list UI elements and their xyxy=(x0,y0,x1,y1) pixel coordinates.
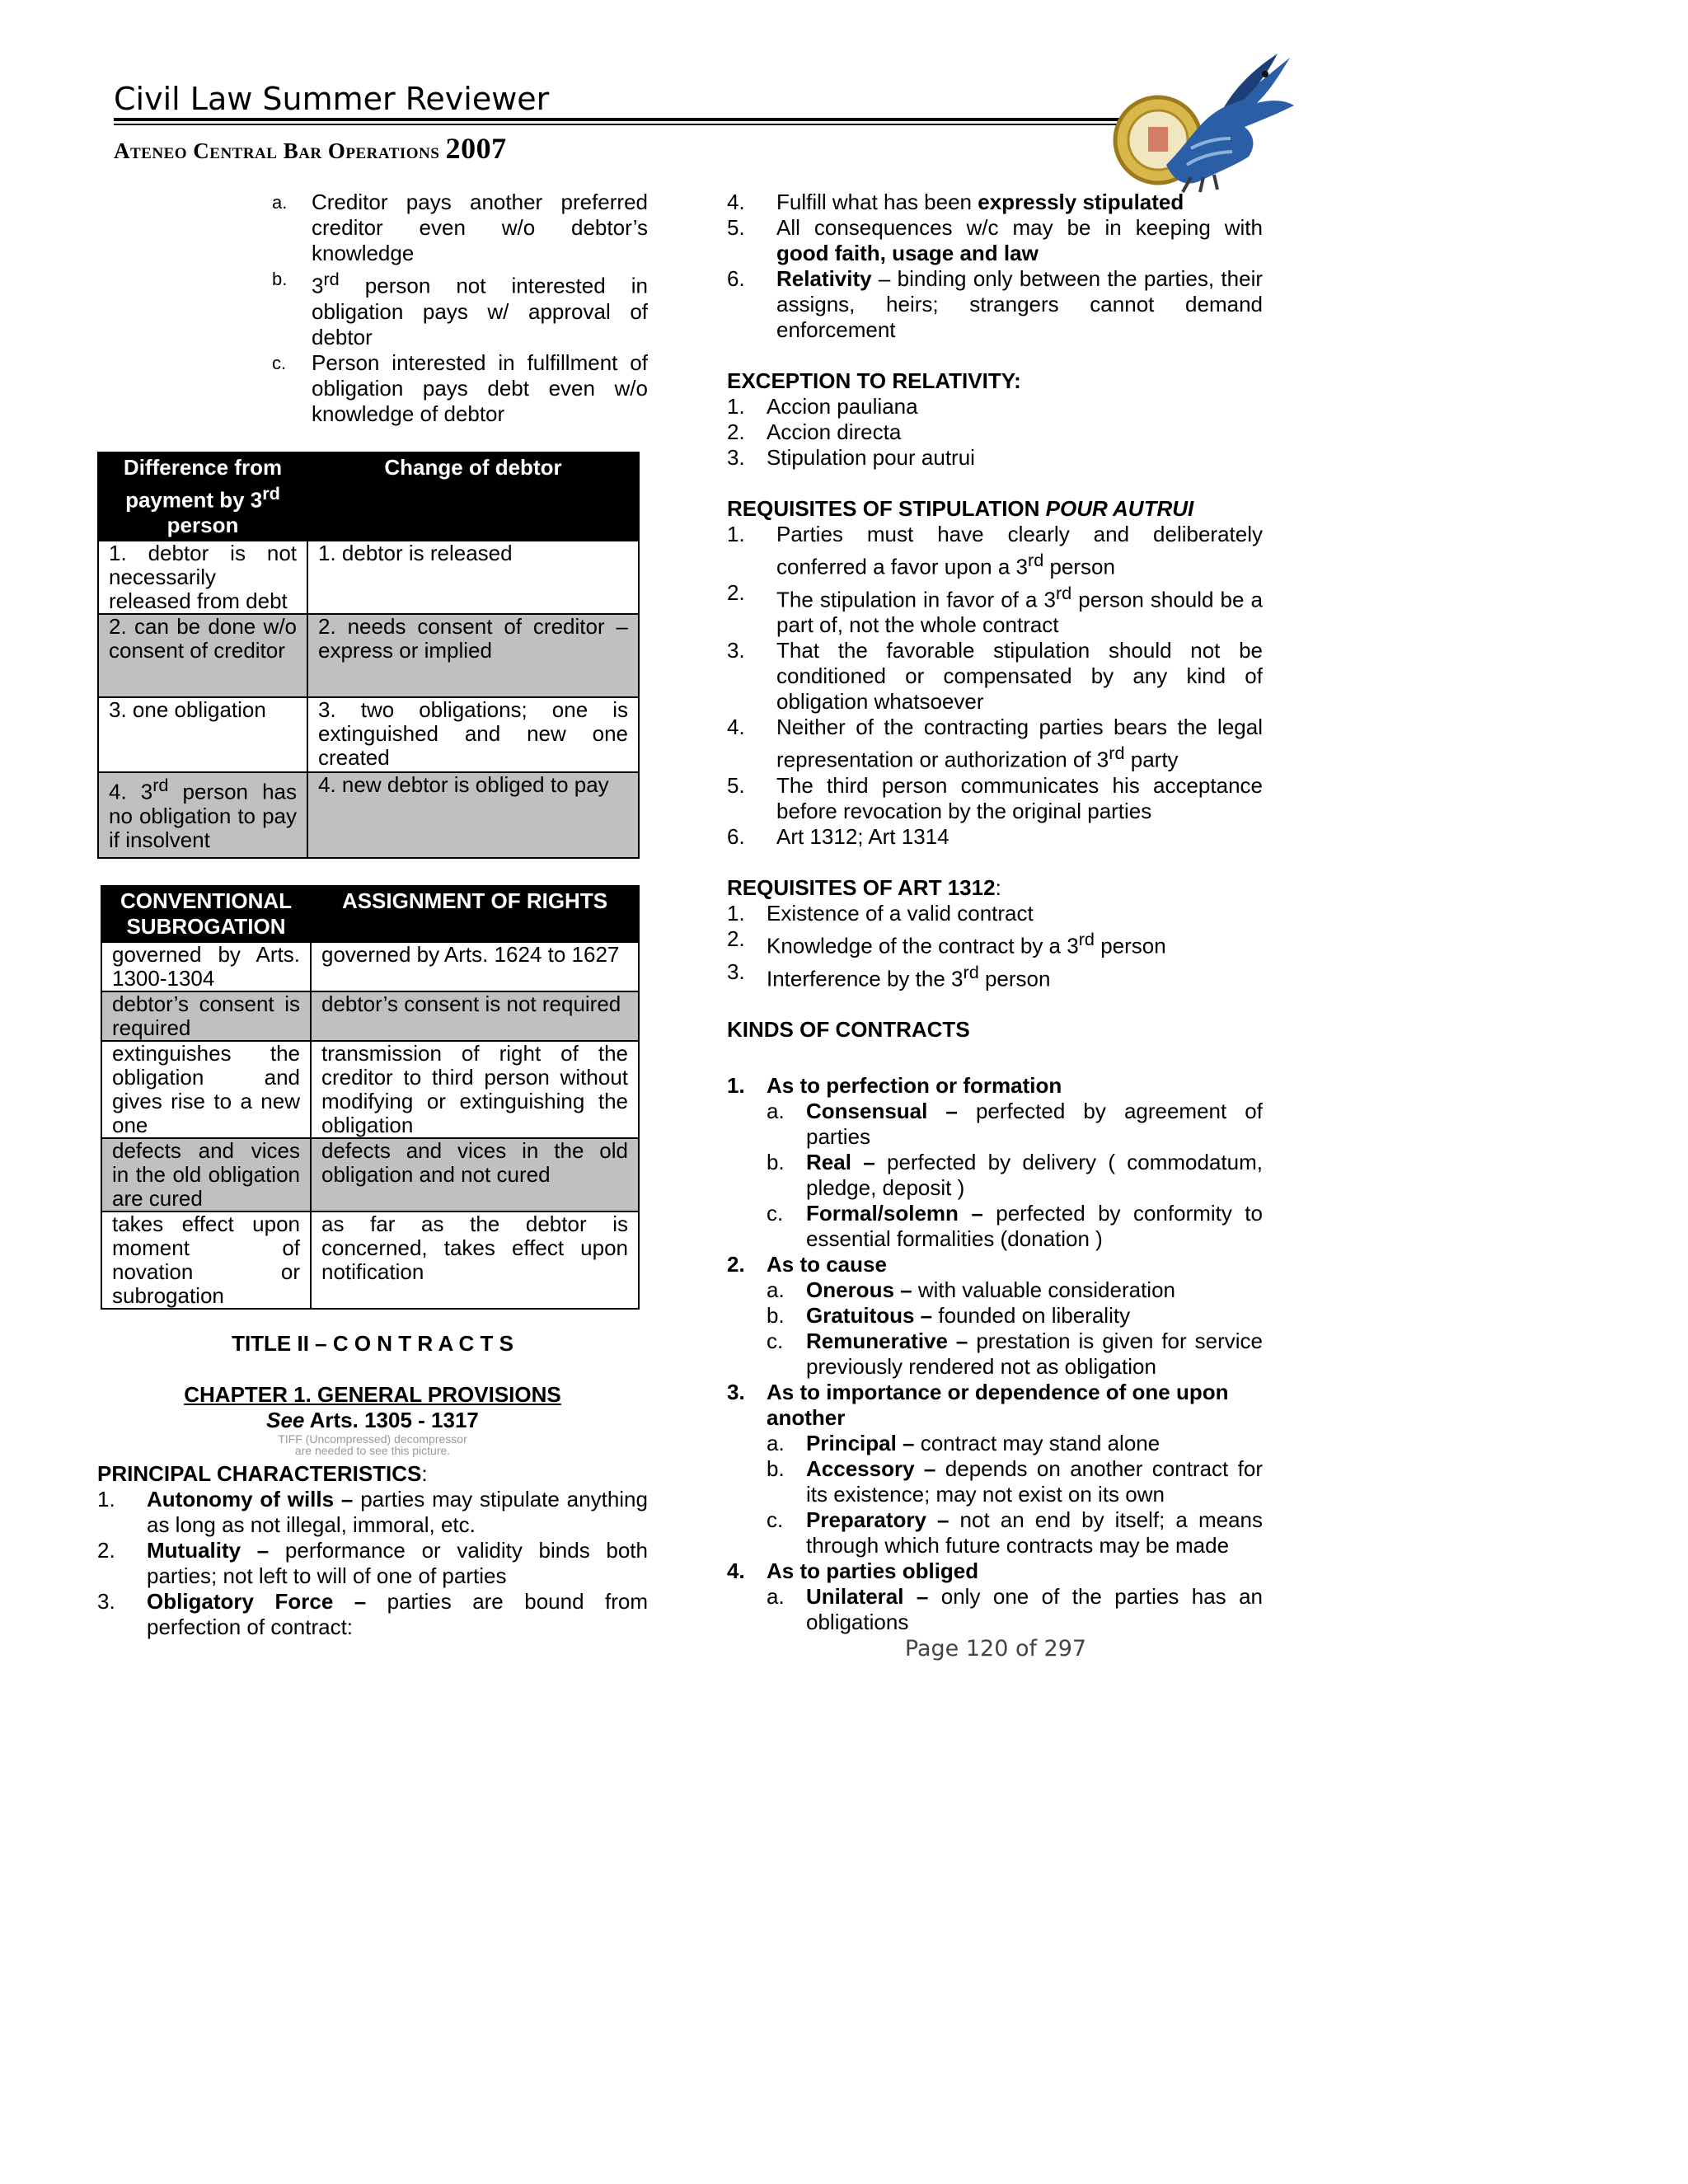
document-title: Civil Law Summer Reviewer xyxy=(114,81,550,117)
table-cell: 1. debtor is released xyxy=(307,541,639,614)
list-item: 4. Neither of the contracting parties bears the legal representation or authorization of 3rd party xyxy=(727,715,1263,772)
missing-image-notice: TIFF (Uncompressed) decompressor are needed to see this picture. xyxy=(278,1432,467,1458)
table-cell: governed by Arts. 1624 to 1627 xyxy=(311,942,639,991)
list-item: b. Real – perfected by delivery ( commodatum, pledge, deposit ) xyxy=(767,1150,1263,1201)
list-item: 1. Accion pauliana xyxy=(727,394,918,419)
list-item: 2. Knowledge of the contract by a 3rd person xyxy=(727,926,1166,958)
list-item: c. Remunerative – prestation is given for service previously rendered not as obligation xyxy=(767,1329,1263,1380)
list-item: b. 3rd person not interested in obligation pays w/ approval of debtor xyxy=(272,269,648,349)
list-item: c. Preparatory – not an end by itself; a means through which future contracts may be made xyxy=(767,1507,1263,1558)
table-cell: governed by Arts. 1300-1304 xyxy=(101,942,311,991)
list-item: a. Consensual – perfected by agreement of parties xyxy=(767,1099,1263,1150)
list-item: c. Person interested in fulfillment of obligation pays debt even w/o knowledge of debtor xyxy=(272,349,648,426)
table-header: CONVENTIONAL SUBROGATION xyxy=(101,886,311,942)
list-item: 4. Fulfill what has been expressly stipulated xyxy=(727,190,1184,214)
document-subtitle xyxy=(114,132,507,167)
left-column xyxy=(97,190,648,1640)
header-rule-thin xyxy=(114,124,1119,125)
table-cell: debtor’s consent is not required xyxy=(311,991,639,1041)
table-cell: 2. can be done w/o consent of creditor xyxy=(98,614,307,697)
list-item: a. Creditor pays another preferred creditor even w/o debtor’s knowledge xyxy=(272,190,648,265)
table-cell: 1. debtor is not necessarily released from debt xyxy=(98,541,307,614)
table-cell: 4. new debtor is obliged to pay xyxy=(307,772,639,858)
art-1312-heading: REQUISITES OF ART 1312: xyxy=(727,874,1001,900)
list-item: b. Gratuitous – founded on liberality xyxy=(767,1303,1131,1329)
pour-autrui-list xyxy=(727,522,1263,850)
list-item: 2. Accion directa xyxy=(727,419,902,444)
table-cell: debtor’s consent is required xyxy=(101,991,311,1041)
list-item: a. Unilateral – only one of the parties has an obligations xyxy=(767,1584,1263,1635)
list-item: 3. Stipulation pour autrui xyxy=(727,445,975,470)
list-item: 5. The third person communicates his acceptance before revocation by the original parties xyxy=(727,772,1263,823)
table-cell: takes effect upon moment of novation or subrogation xyxy=(101,1212,311,1309)
kind-heading: 4. As to parties obliged xyxy=(727,1558,979,1584)
title-heading: TITLE II – C O N T R A C T S xyxy=(232,1331,513,1357)
payment-vs-change-of-debtor-table xyxy=(97,452,640,860)
list-item: 2. The stipulation in favor of a 3rd person should be a part of, not the whole contract xyxy=(727,579,1263,638)
art-1312-list xyxy=(727,901,1263,991)
subtitle-text: Ateneo Central Bar Operations xyxy=(114,138,440,163)
kind-section xyxy=(727,1073,1263,1252)
table-cell: 3. one obligation xyxy=(98,697,307,772)
article-reference: See Arts. 1305 - 1317 xyxy=(266,1408,479,1433)
list-item: 3. That the favorable stipulation should not be conditioned or compensated by any kind of obligation whatsoever xyxy=(727,638,1263,715)
table-header: ASSIGNMENT OF RIGHTS xyxy=(311,886,639,942)
principal-characteristics-continued xyxy=(727,190,1263,343)
table-cell: as far as the debtor is concerned, takes effect upon notification xyxy=(311,1212,639,1309)
exception-list xyxy=(727,394,1263,471)
list-item: 5. All consequences w/c may be in keeping with good faith, usage and law xyxy=(727,215,1263,265)
kinds-of-contracts-heading: KINDS OF CONTRACTS xyxy=(727,1017,970,1043)
list-item: 3. Obligatory Force – parties are bound from perfection of contract: xyxy=(97,1589,648,1640)
table-cell: defects and vices in the old obligation are cured xyxy=(101,1138,311,1212)
payment-by-third-person-list xyxy=(272,190,648,427)
subtitle-year: 2007 xyxy=(445,132,507,165)
table-header: Difference from payment by 3rd person xyxy=(98,452,307,541)
principal-characteristics-list xyxy=(97,1487,648,1640)
table-cell: transmission of right of the creditor to third person without modifying or extinguishing the obligation xyxy=(311,1041,639,1138)
list-item: 6. Relativity – binding only between the parties, their assigns, heirs; strangers cannot demand enforcement xyxy=(727,266,1263,342)
kind-heading: 2. As to cause xyxy=(727,1252,887,1277)
list-item: 3. Interference by the 3rd person xyxy=(727,958,1051,991)
header-rule xyxy=(114,118,1119,121)
page-number: Page 120 of 297 xyxy=(904,1636,1087,1661)
list-item: a. Principal – contract may stand alone xyxy=(767,1431,1160,1456)
table-cell: 3. two obligations; one is extinguished and new one created xyxy=(307,697,639,772)
principal-characteristics-heading: PRINCIPAL CHARACTERISTICS: xyxy=(97,1461,428,1487)
list-item: 1. Existence of a valid contract xyxy=(727,900,1034,926)
chapter-heading: CHAPTER 1. GENERAL PROVISIONS xyxy=(184,1382,561,1408)
table-cell: 4. 3rd person has no obligation to pay if insolvent xyxy=(98,772,307,858)
list-item: 6. Art 1312; Art 1314 xyxy=(727,823,950,849)
kind-section xyxy=(727,1558,1263,1635)
list-item: 2. Mutuality – performance or validity binds both parties; not left to will of one of parties xyxy=(97,1538,648,1589)
list-item: b. Accessory – depends on another contract for its existence; may not exist on its own xyxy=(767,1456,1263,1507)
kind-section xyxy=(727,1252,1263,1380)
kind-heading: 1. As to perfection or formation xyxy=(727,1073,1062,1099)
table-cell: extinguishes the obligation and gives rise to a new one xyxy=(101,1041,311,1138)
right-column xyxy=(727,190,1263,1635)
kind-section xyxy=(727,1380,1263,1558)
table-cell: defects and vices in the old obligation and not cured xyxy=(311,1138,639,1212)
kind-heading: 3. As to importance or dependence of one upon another xyxy=(727,1380,1229,1431)
exception-heading: EXCEPTION TO RELATIVITY: xyxy=(727,368,1021,393)
subrogation-vs-assignment-table xyxy=(101,885,640,1310)
eagle-seal-logo xyxy=(1092,41,1298,198)
list-item: c. Formal/solemn – perfected by conformity to essential formalities (donation ) xyxy=(767,1201,1263,1252)
pour-autrui-heading: REQUISITES OF STIPULATION POUR AUTRUI xyxy=(727,496,1194,521)
list-item: 1. Autonomy of wills – parties may stipulate anything as long as not illegal, immoral, etc. xyxy=(97,1487,648,1538)
list-item: a. Onerous – with valuable consideration xyxy=(767,1277,1176,1303)
table-cell: 2. needs consent of creditor – express or implied xyxy=(307,614,639,697)
table-header: Change of debtor xyxy=(307,452,639,541)
list-item: 1. Parties must have clearly and deliberately conferred a favor upon a 3rd person xyxy=(727,522,1263,579)
